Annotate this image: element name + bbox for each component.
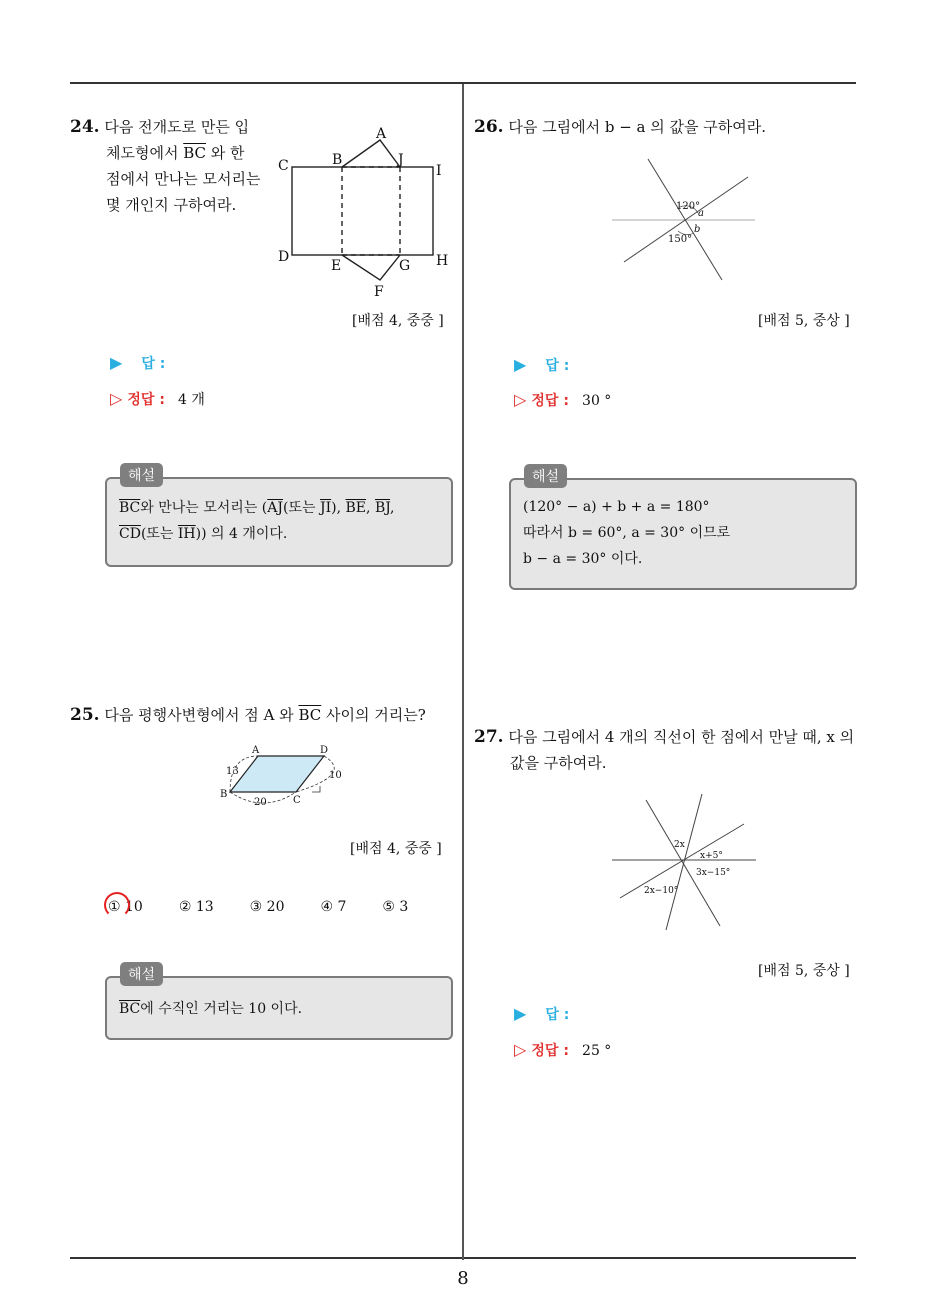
question-text: 몇 개인지 구하여라. xyxy=(106,196,237,214)
explanation-tag: 해설 xyxy=(524,464,567,488)
question-text: 다음 그림에서 4 개의 직선이 한 점에서 만날 때, x 의 xyxy=(508,728,855,746)
question-text: 값을 구하여라. xyxy=(510,754,607,772)
question-number: 26. xyxy=(474,117,504,137)
segment-label: $\overline{AJ}$ xyxy=(267,500,284,516)
correct-value: 30 ° xyxy=(582,393,612,409)
parallelogram xyxy=(230,756,324,792)
segment-label: $\overline{BC}$ xyxy=(183,144,206,162)
question-24 xyxy=(70,114,270,218)
score-label: [배점 5, 중상 ] xyxy=(758,313,850,329)
correct-arrow-icon: ▷ xyxy=(110,389,123,408)
vertex-label: C xyxy=(278,158,289,174)
explanation-line: 따라서 b = 60°, a = 30° 이므로 xyxy=(523,525,731,541)
vertex-label: D xyxy=(320,745,329,756)
line xyxy=(620,824,744,898)
explanation-tag: 해설 xyxy=(120,962,163,986)
question-text: 다음 평행사변형에서 점 A 와 xyxy=(104,706,299,724)
answer-arrow-icon: ▶ xyxy=(110,353,123,372)
segment-label: $\overline{BC}$ xyxy=(119,500,141,516)
explanation-text: (또는 xyxy=(283,500,320,516)
explanation-text: ), xyxy=(331,500,346,516)
explanation-text: , xyxy=(366,500,375,516)
vertex-label: J xyxy=(398,152,404,168)
segment-label: $\overline{CD}$ xyxy=(119,526,141,542)
vertex-label: F xyxy=(374,284,384,300)
line xyxy=(666,794,702,930)
explanation-text: , xyxy=(390,500,395,516)
segment-label: $\overline{IH}$ xyxy=(177,526,196,542)
angle-label: 150° xyxy=(668,234,693,245)
question-number: 24. xyxy=(70,117,100,137)
explanation-box xyxy=(105,477,453,567)
angle-label: x+5° xyxy=(700,851,723,861)
answer-row xyxy=(110,353,165,373)
correct-answer-row xyxy=(110,389,205,409)
segment-label: $\overline{BJ}$ xyxy=(374,500,391,516)
correct-label: 정답 : xyxy=(127,392,165,408)
selected-choice-mark xyxy=(104,892,130,918)
segment-label: $\overline{BC}$ xyxy=(119,1001,141,1017)
angle-label: 2x xyxy=(674,840,685,850)
page-number: 8 xyxy=(457,1268,469,1289)
parallelogram-diagram xyxy=(212,742,352,812)
explanation-text: (또는 xyxy=(140,526,178,542)
segment-label: $\overline{JI}$ xyxy=(319,500,332,516)
vertex-label: C xyxy=(293,795,301,806)
question-number: 25. xyxy=(70,705,100,725)
question-text: 체도형에서 xyxy=(106,144,184,162)
question-number: 27. xyxy=(474,727,504,747)
explanation-tag: 해설 xyxy=(120,463,163,487)
correct-value: 25 ° xyxy=(582,1043,612,1059)
column-divider xyxy=(462,84,464,1260)
question-text: 와 한 xyxy=(206,144,245,162)
correct-answer-row xyxy=(514,390,611,410)
score-label: [배점 4, 중중 ] xyxy=(352,313,444,329)
net-outline xyxy=(292,167,433,255)
correct-arrow-icon: ▷ xyxy=(514,390,527,409)
vertex-label: A xyxy=(252,745,260,756)
vertex-label: H xyxy=(436,253,449,269)
vertex-label: B xyxy=(220,789,228,800)
explanation-text: 에 수직인 거리는 10 이다. xyxy=(140,1001,303,1017)
vertex-label: A xyxy=(376,126,387,142)
segment-label: $\overline{BC}$ xyxy=(298,706,322,724)
answer-label: 답 : xyxy=(545,358,570,374)
choice-3[interactable]: ③ 20 xyxy=(249,899,285,915)
correct-arrow-icon: ▷ xyxy=(514,1040,527,1059)
choice-5[interactable]: ⑤ 3 xyxy=(382,899,409,915)
vertex-label: G xyxy=(399,258,411,274)
choice-list xyxy=(108,896,458,915)
vertex-label: B xyxy=(332,152,343,168)
segment-label: $\overline{BE}$ xyxy=(345,500,367,516)
question-text: 다음 그림에서 b − a 의 값을 구하여라. xyxy=(508,118,766,136)
answer-row xyxy=(514,1004,569,1024)
length-label: 13 xyxy=(226,766,239,777)
triangle-top xyxy=(342,140,400,167)
answer-label: 답 : xyxy=(545,1007,570,1023)
question-text: 다음 전개도로 만든 입 xyxy=(104,118,250,136)
vertex-label: E xyxy=(331,258,342,274)
question-26 xyxy=(474,114,854,140)
explanation-line: (120° − a) + b + a = 180° xyxy=(523,499,710,515)
correct-label: 정답 : xyxy=(531,393,569,409)
angle-diagram-27 xyxy=(610,790,760,935)
angle-label: 120° xyxy=(676,201,701,212)
length-label: 10 xyxy=(329,770,342,781)
correct-label: 정답 : xyxy=(531,1043,569,1059)
question-25 xyxy=(70,702,460,728)
score-label: [배점 5, 중상 ] xyxy=(758,963,850,979)
vertex-label: D xyxy=(278,249,290,265)
choice-2[interactable]: ② 13 xyxy=(178,899,214,915)
length-label: 20 xyxy=(254,797,267,808)
question-text: 사이의 거리는? xyxy=(321,706,426,724)
line xyxy=(646,800,720,926)
explanation-box xyxy=(509,478,857,590)
angle-label: 3x−15° xyxy=(696,868,731,878)
explanation-text: 와 만나는 모서리는 ( xyxy=(140,500,268,516)
explanation-line: b − a = 30° 이다. xyxy=(523,551,643,567)
triangle-bottom xyxy=(342,255,400,280)
net-diagram xyxy=(270,120,460,305)
correct-value: 4 개 xyxy=(178,392,205,408)
angle-label: a xyxy=(698,208,704,219)
angle-label: 2x−10° xyxy=(644,886,679,896)
angle-diagram-26 xyxy=(610,155,760,285)
question-27 xyxy=(474,724,859,776)
choice-4[interactable]: ④ 7 xyxy=(320,899,347,915)
score-label: [배점 4, 중중 ] xyxy=(350,841,442,857)
choice-1[interactable]: ① 10 xyxy=(108,899,143,915)
explanation-text: )) 의 4 개이다. xyxy=(195,526,288,542)
answer-label: 답 : xyxy=(141,356,166,372)
question-text: 점에서 만나는 모서리는 xyxy=(106,170,261,188)
vertex-label: I xyxy=(436,163,442,179)
answer-arrow-icon: ▶ xyxy=(514,355,527,374)
correct-answer-row xyxy=(514,1040,611,1060)
answer-arrow-icon: ▶ xyxy=(514,1004,527,1023)
angle-label: b xyxy=(694,224,701,235)
answer-row xyxy=(514,355,569,375)
